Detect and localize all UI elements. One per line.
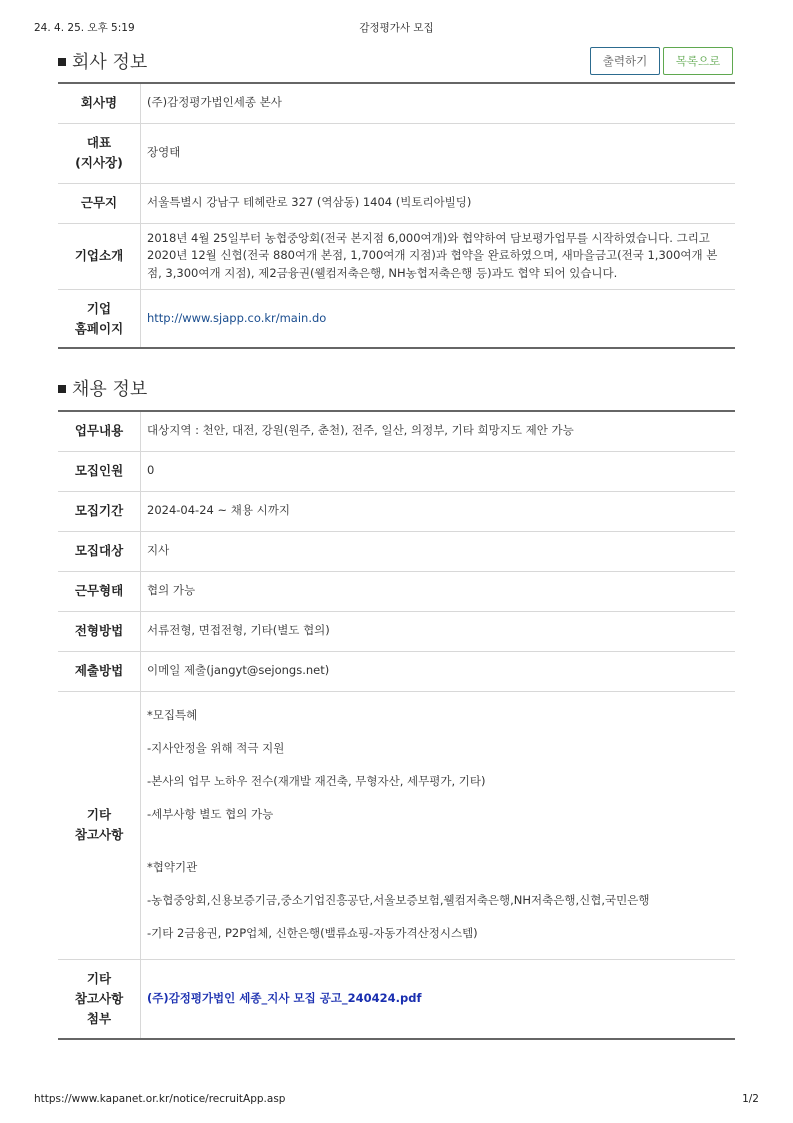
row-label-work-type: 근무형태 [58, 571, 141, 611]
company-info-table [58, 82, 735, 349]
attachment-cell [141, 959, 736, 1039]
square-bullet-icon [58, 385, 66, 393]
print-page-number: 1/2 [742, 1093, 759, 1105]
row-label-company-name: 회사명 [58, 83, 141, 123]
row-label-notes [58, 691, 141, 959]
submission-value: 이메일 제출(jangyt@sejongs.net) [141, 651, 736, 691]
label-line: 기타 [86, 970, 112, 986]
table-row [58, 651, 735, 691]
company-name-value: (주)감정평가법인세종 본사 [141, 83, 736, 123]
row-label-company-intro: 기업소개 [58, 223, 141, 289]
row-label-period: 모집기간 [58, 491, 141, 531]
row-label-homepage [58, 289, 141, 348]
table-row [58, 123, 735, 183]
label-line: (지사장) [75, 155, 123, 170]
print-date: 24. 4. 25. 오후 5:19 [34, 22, 135, 34]
representative-value: 장영태 [141, 123, 736, 183]
row-label-headcount: 모집인원 [58, 451, 141, 491]
label-line: 기타 [86, 807, 112, 822]
note-line: *모집특혜 [147, 708, 198, 723]
recruit-info-table [58, 410, 735, 1040]
target-value: 지사 [141, 531, 736, 571]
note-line: -지사안정을 위해 적극 지원 [147, 740, 285, 755]
row-label-representative [58, 123, 141, 183]
table-row [58, 959, 735, 1039]
note-line: -농협중앙회,신용보증기금,중소기업진흥공단,서울보증보험,웰컴저축은행,NH저축은행,신협,국민은행 [147, 893, 650, 908]
note-line: -세부사항 별도 협의 가능 [147, 806, 274, 821]
company-section-title-text: 회사 정보 [72, 52, 148, 73]
homepage-cell [141, 289, 736, 348]
print-doc-title: 감정평가사 모집 [359, 22, 434, 34]
print-url: https://www.kapanet.or.kr/notice/recruitApp.asp [34, 1093, 286, 1105]
row-label-attachment [58, 959, 141, 1039]
label-line: 참고사항 [74, 990, 124, 1006]
note-line: -본사의 업무 노하우 전수(재개발 재건축, 무형자산, 세무평가, 기타) [147, 773, 486, 788]
homepage-link[interactable]: http://www.sjapp.co.kr/main.do [147, 310, 327, 325]
job-content-value: 대상지역 : 천안, 대전, 강원(원주, 춘천), 전주, 일산, 의정부, 기타 희망지도 제안 가능 [141, 411, 736, 451]
label-line: 기업 [86, 300, 112, 316]
table-row [58, 691, 735, 959]
row-label-workplace: 근무지 [58, 183, 141, 223]
period-value: 2024-04-24 ~ 채용 시까지 [141, 491, 736, 531]
headcount-value: 0 [141, 451, 736, 491]
label-line: 대표 [86, 135, 112, 150]
note-line: -기타 2금융권, P2P업체, 신한은행(밸류쇼핑-자동가격산정시스템) [147, 926, 478, 941]
print-button[interactable]: 출력하기 [590, 47, 660, 75]
row-label-submission: 제출방법 [58, 651, 141, 691]
table-row [58, 611, 735, 651]
table-row [58, 451, 735, 491]
notes-value [141, 691, 736, 959]
recruit-section-title-text: 채용 정보 [72, 379, 148, 400]
note-line: *협약기관 [147, 860, 198, 875]
selection-value: 서류전형, 면접전형, 기타(별도 협의) [141, 611, 736, 651]
square-bullet-icon [58, 58, 66, 66]
label-line: 홈페이지 [74, 320, 124, 336]
work-type-value: 협의 가능 [141, 571, 736, 611]
table-row [58, 83, 735, 123]
row-label-selection: 전형방법 [58, 611, 141, 651]
company-intro-value: 2018년 4월 25일부터 농협중앙회(전국 본지점 6,000여개)와 협약하여 담보평가업무를 시작하였습니다. 그리고 2020년 12월 신협(전국 880여개 본점, 1,700여개 지점)과 협약을 완료하였으며, 새마을금고(전국 1,300여개 본점, 3,300여개 지점), 제2금융권(웰컴저축은행, NH농협저축은행 등)과도 협약 되어 있습니다. [141, 223, 736, 289]
table-row [58, 571, 735, 611]
label-line: 첨부 [86, 1010, 112, 1026]
table-row [58, 491, 735, 531]
recruit-section-title [58, 375, 147, 401]
table-row [58, 289, 735, 348]
table-row [58, 183, 735, 223]
row-label-job-content: 업무내용 [58, 411, 141, 451]
workplace-value: 서울특별시 강남구 테헤란로 327 (역삼동) 1404 (빅토리아빌딩) [141, 183, 736, 223]
table-row [58, 223, 735, 289]
label-line: 참고사항 [74, 827, 124, 842]
table-row [58, 531, 735, 571]
table-row [58, 411, 735, 451]
attachment-link[interactable]: (주)감정평가법인 세종_지사 모집 공고_240424.pdf [147, 990, 422, 1005]
list-button[interactable]: 목록으로 [663, 47, 733, 75]
row-label-target: 모집대상 [58, 531, 141, 571]
company-section-title [58, 48, 147, 74]
